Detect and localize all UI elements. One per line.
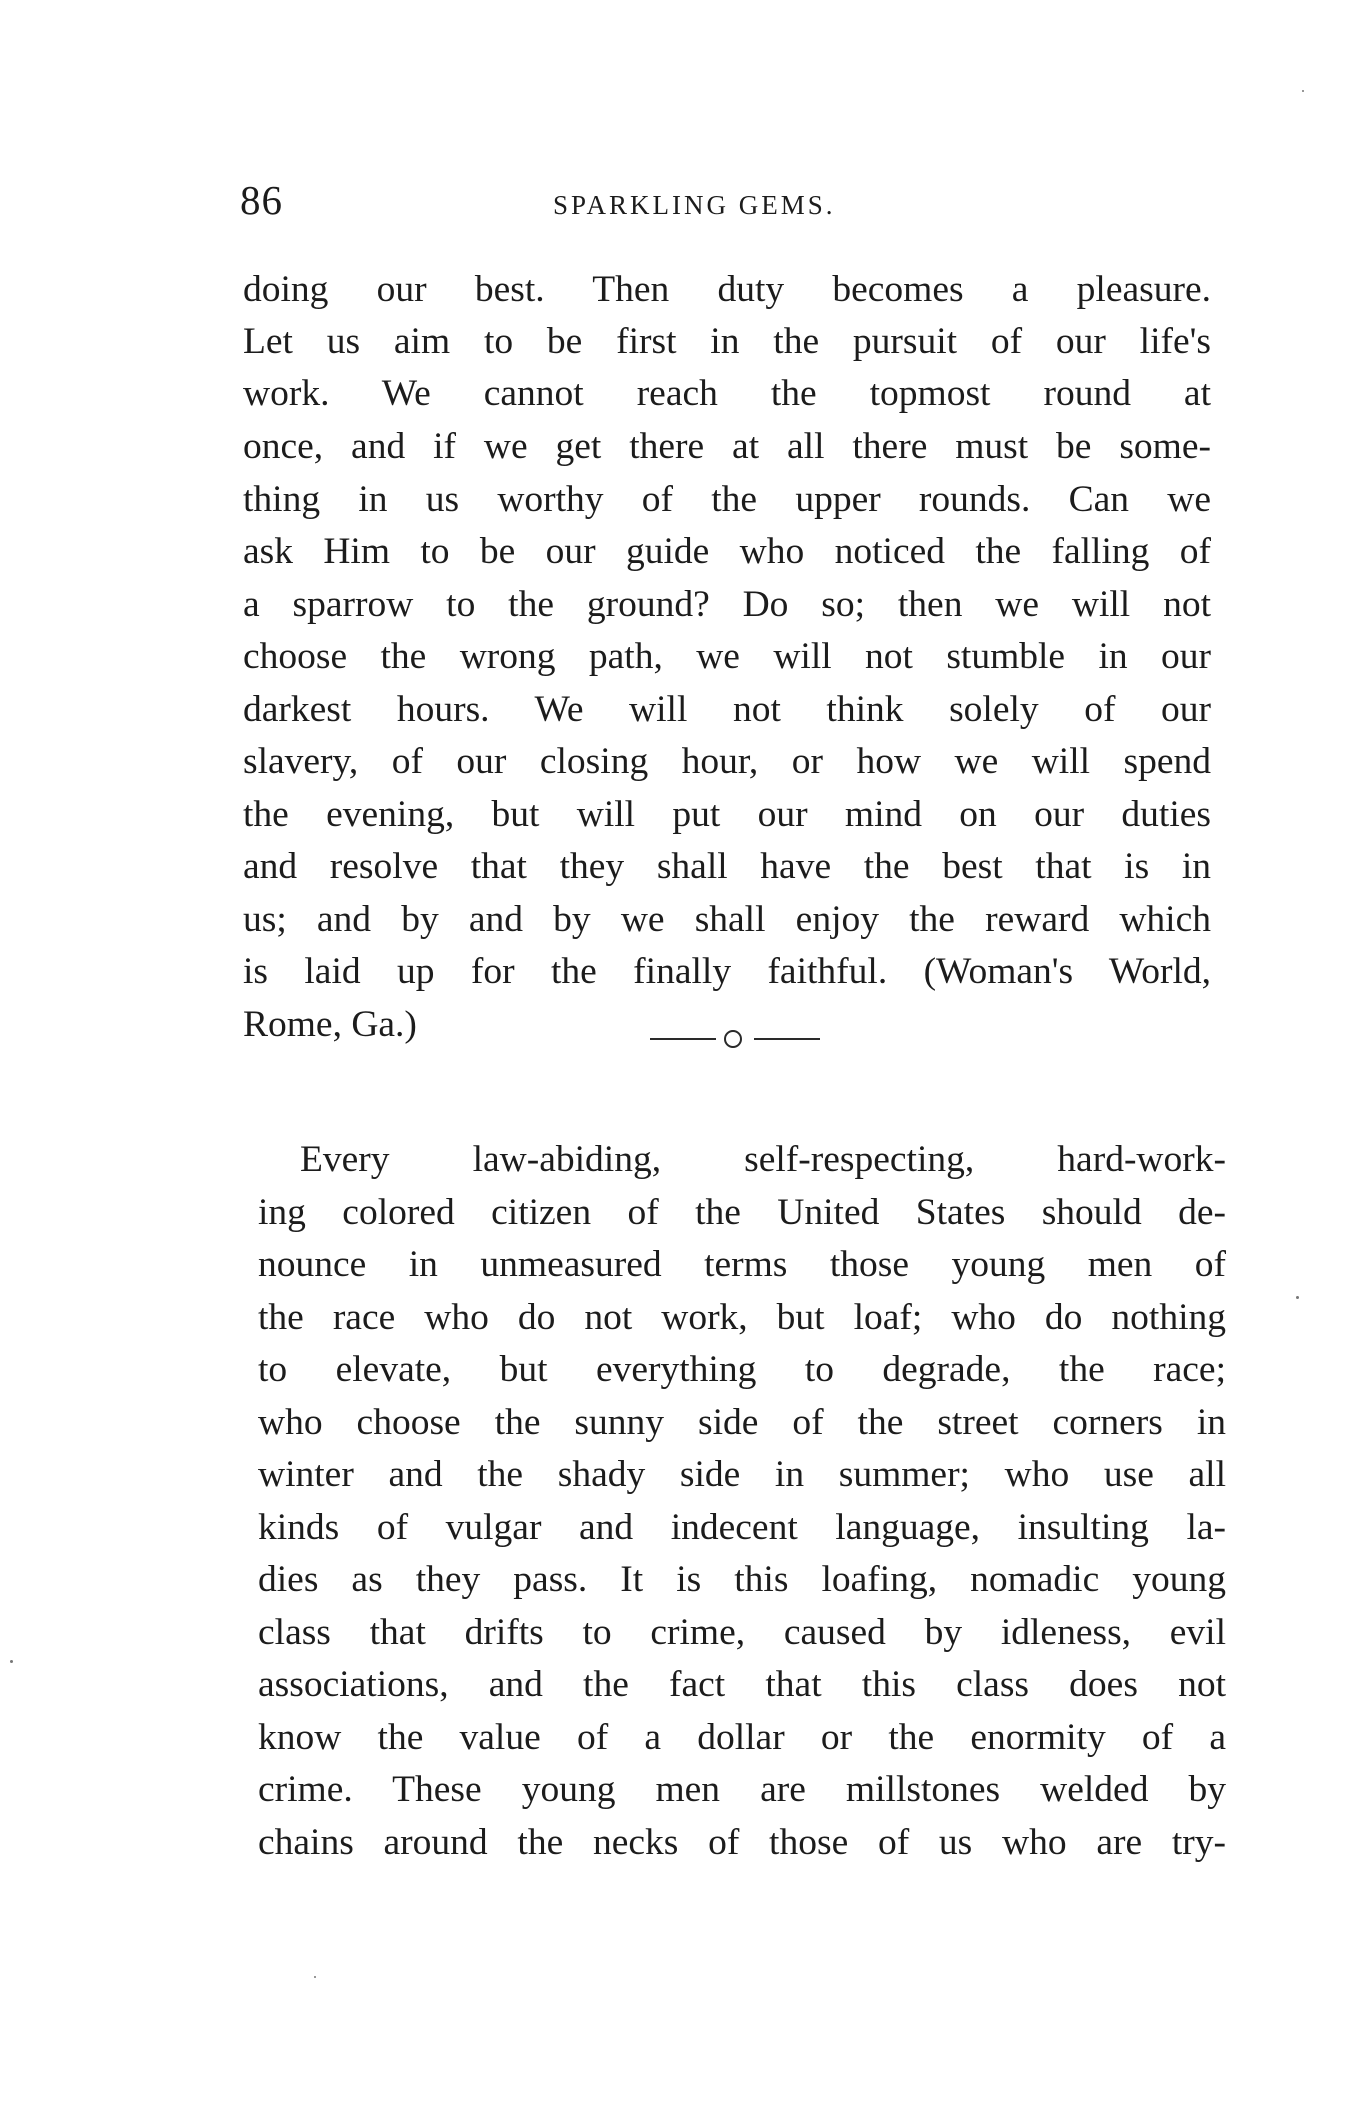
text-line: choose the wrong path, we will not stumble in our xyxy=(243,636,1211,677)
text-line: ask Him to be our guide who noticed the falling of xyxy=(243,531,1211,572)
text-line: us; and by and by we shall enjoy the reward which xyxy=(243,899,1211,940)
section-separator xyxy=(650,1024,820,1054)
text-line: and resolve that they shall have the best that is in xyxy=(243,846,1211,887)
text-line: class that drifts to crime, caused by idleness, evil xyxy=(258,1612,1226,1653)
text-line: Rome, Ga.) xyxy=(243,1004,417,1045)
separator-rule-left xyxy=(650,1038,716,1040)
separator-ornament xyxy=(724,1030,742,1048)
text-line: the evening, but will put our mind on our duties xyxy=(243,794,1211,835)
text-line: chains around the necks of those of us who are try- xyxy=(258,1822,1226,1863)
text-line: Let us aim to be first in the pursuit of our life's xyxy=(243,321,1211,362)
text-line: work. We cannot reach the topmost round at xyxy=(243,373,1211,414)
text-line: to elevate, but everything to degrade, the race; xyxy=(258,1349,1226,1390)
scan-speck xyxy=(1296,1296,1299,1299)
text-line: slavery, of our closing hour, or how we will spend xyxy=(243,741,1211,782)
text-line: ing colored citizen of the United States should de- xyxy=(258,1192,1226,1233)
page-header xyxy=(240,176,1220,236)
text-line: Every law-abiding, self-respecting, hard-work- xyxy=(300,1139,1226,1180)
text-line: associations, and the fact that this class does not xyxy=(258,1664,1226,1705)
text-line: darkest hours. We will not think solely of our xyxy=(243,689,1211,730)
text-line: the race who do not work, but loaf; who do nothing xyxy=(258,1297,1226,1338)
text-line: a sparrow to the ground? Do so; then we will not xyxy=(243,584,1211,625)
scan-speck xyxy=(1302,90,1304,92)
text-line: dies as they pass. It is this loafing, nomadic young xyxy=(258,1559,1226,1600)
text-line: crime. These young men are millstones welded by xyxy=(258,1769,1226,1810)
page-number: 86 xyxy=(240,177,283,223)
text-line: kinds of vulgar and indecent language, insulting la- xyxy=(258,1507,1226,1548)
text-line: thing in us worthy of the upper rounds. Can we xyxy=(243,479,1211,520)
text-line: once, and if we get there at all there must be some- xyxy=(243,426,1211,467)
separator-rule-right xyxy=(754,1038,820,1040)
running-head: SPARKLING GEMS. xyxy=(553,190,836,220)
scan-speck xyxy=(314,1976,316,1978)
text-line: winter and the shady side in summer; who use all xyxy=(258,1454,1226,1495)
text-line: nounce in unmeasured terms those young men of xyxy=(258,1244,1226,1285)
text-line: know the value of a dollar or the enormity of a xyxy=(258,1717,1226,1758)
text-line: doing our best. Then duty becomes a pleasure. xyxy=(243,269,1211,310)
scan-speck xyxy=(10,1660,13,1663)
text-line: is laid up for the finally faithful. (Woman's World, xyxy=(243,951,1211,992)
text-line: who choose the sunny side of the street corners in xyxy=(258,1402,1226,1443)
